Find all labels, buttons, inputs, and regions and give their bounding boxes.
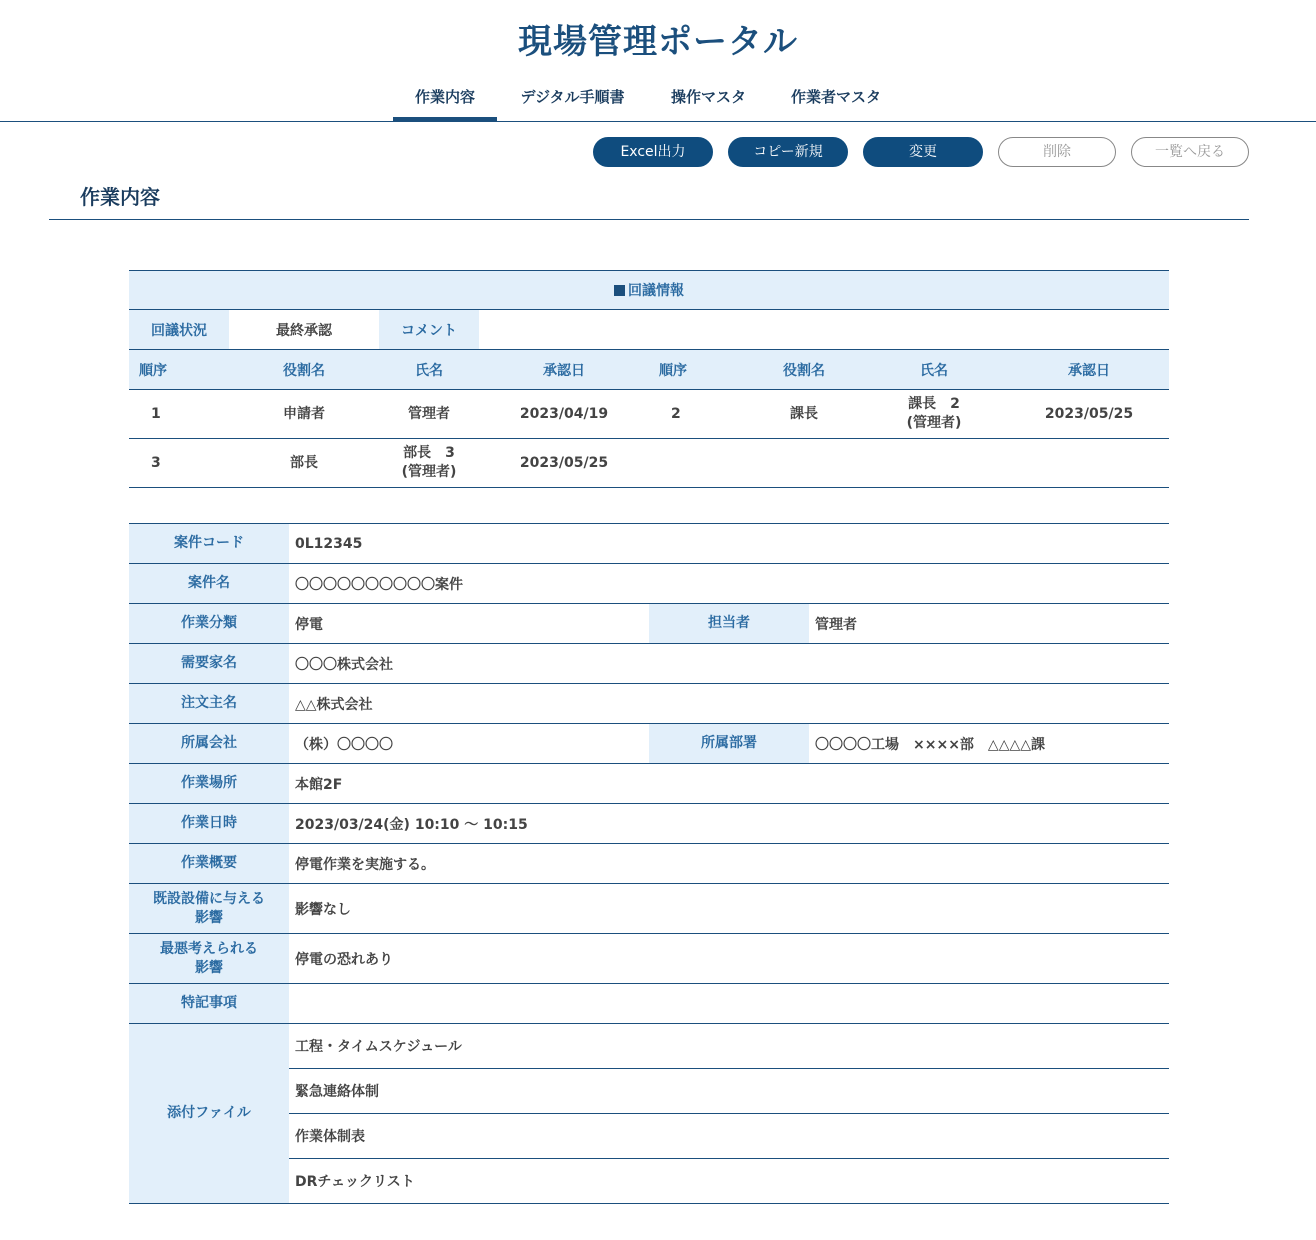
company-label: 所属会社 — [129, 724, 289, 764]
work-datetime-label: 作業日時 — [129, 804, 289, 844]
impact-label: 既設設備に与える 影響 — [129, 884, 289, 934]
col-header: 順序 — [129, 350, 229, 390]
approval-date: 2023/05/25 — [1009, 390, 1169, 439]
approval-date — [1009, 439, 1169, 488]
person-in-charge-value: 管理者 — [809, 604, 1169, 644]
tab-work-content[interactable]: 作業内容 — [393, 76, 497, 121]
approval-role: 申請者 — [229, 390, 379, 439]
col-header: 承認日 — [479, 350, 649, 390]
worst-impact-label: 最悪考えられる 影響 — [129, 934, 289, 984]
work-summary-value: 停電作業を実施する。 — [289, 844, 1169, 884]
attachments-label: 添付ファイル — [129, 1024, 289, 1204]
notes-value — [289, 984, 1169, 1024]
excel-export-button[interactable]: Excel出力 — [593, 137, 713, 167]
department-label: 所属部署 — [649, 724, 809, 764]
approval-name — [859, 439, 1009, 488]
approval-name: 管理者 — [379, 390, 479, 439]
tab-digital-procedure[interactable]: デジタル手順書 — [520, 88, 625, 106]
attachment-link[interactable]: 緊急連絡体制 — [289, 1069, 1169, 1114]
main-nav — [0, 76, 1316, 122]
section-divider — [49, 219, 1249, 220]
table-row — [129, 439, 1169, 488]
approval-seq: 2 — [649, 390, 749, 439]
approval-seq: 3 — [129, 439, 229, 488]
customer-label: 需要家名 — [129, 644, 289, 684]
attachment-link[interactable]: 作業体制表 — [289, 1114, 1169, 1159]
edit-button[interactable]: 変更 — [863, 137, 983, 167]
person-in-charge-label: 担当者 — [649, 604, 809, 644]
approval-seq — [649, 439, 749, 488]
work-datetime-value: 2023/03/24(金) 10:10 〜 10:15 — [289, 804, 1169, 844]
approval-table — [129, 270, 1169, 488]
app-title: 現場管理ポータル — [518, 22, 798, 62]
delete-button[interactable]: 削除 — [998, 137, 1116, 167]
approval-status-label: 回議状況 — [129, 310, 229, 350]
case-code-label: 案件コード — [129, 524, 289, 564]
col-header: 氏名 — [859, 350, 1009, 390]
notes-label: 特記事項 — [129, 984, 289, 1024]
work-category-label: 作業分類 — [129, 604, 289, 644]
work-place-value: 本館2F — [289, 764, 1169, 804]
orderer-value: △△株式会社 — [289, 684, 1169, 724]
attachment-link[interactable]: 工程・タイムスケジュール — [289, 1024, 1169, 1069]
col-header: 役割名 — [749, 350, 859, 390]
col-header: 役割名 — [229, 350, 379, 390]
approval-date: 2023/04/19 — [479, 390, 649, 439]
approval-name: 課長 2 (管理者) — [859, 390, 1009, 439]
approval-role — [749, 439, 859, 488]
page-title: 作業内容 — [80, 185, 160, 209]
department-value: 〇〇〇〇工場 ××××部 △△△△課 — [809, 724, 1169, 764]
back-to-list-button[interactable]: 一覧へ戻る — [1131, 137, 1249, 167]
approval-name: 部長 3 (管理者) — [379, 439, 479, 488]
case-code-value: 0L12345 — [289, 524, 1169, 564]
approval-role: 課長 — [749, 390, 859, 439]
work-detail-table — [129, 523, 1169, 1204]
approval-status-value: 最終承認 — [229, 310, 379, 350]
attachment-link[interactable]: DRチェックリスト — [289, 1159, 1169, 1204]
copy-new-button[interactable]: コピー新規 — [728, 137, 848, 167]
table-row — [129, 390, 1169, 439]
case-name-label: 案件名 — [129, 564, 289, 604]
customer-value: 〇〇〇株式会社 — [289, 644, 1169, 684]
col-header: 承認日 — [1009, 350, 1169, 390]
approval-caption: 回議情報 — [129, 271, 1169, 310]
orderer-label: 注文主名 — [129, 684, 289, 724]
worst-impact-value: 停電の恐れあり — [289, 934, 1169, 984]
col-header: 氏名 — [379, 350, 479, 390]
comment-value — [479, 310, 1169, 350]
tab-operation-master[interactable]: 操作マスタ — [670, 88, 746, 106]
approval-header-row — [129, 350, 1169, 390]
approval-date: 2023/05/25 — [479, 439, 649, 488]
approval-seq: 1 — [129, 390, 229, 439]
case-name-value: 〇〇〇〇〇〇〇〇〇〇案件 — [289, 564, 1169, 604]
work-place-label: 作業場所 — [129, 764, 289, 804]
square-bullet-icon — [614, 285, 625, 296]
approval-role: 部長 — [229, 439, 379, 488]
comment-label: コメント — [379, 310, 479, 350]
tab-worker-master[interactable]: 作業者マスタ — [790, 88, 881, 106]
impact-value: 影響なし — [289, 884, 1169, 934]
col-header: 順序 — [649, 350, 749, 390]
company-value: （株）〇〇〇〇 — [289, 724, 649, 764]
work-summary-label: 作業概要 — [129, 844, 289, 884]
work-category-value: 停電 — [289, 604, 649, 644]
